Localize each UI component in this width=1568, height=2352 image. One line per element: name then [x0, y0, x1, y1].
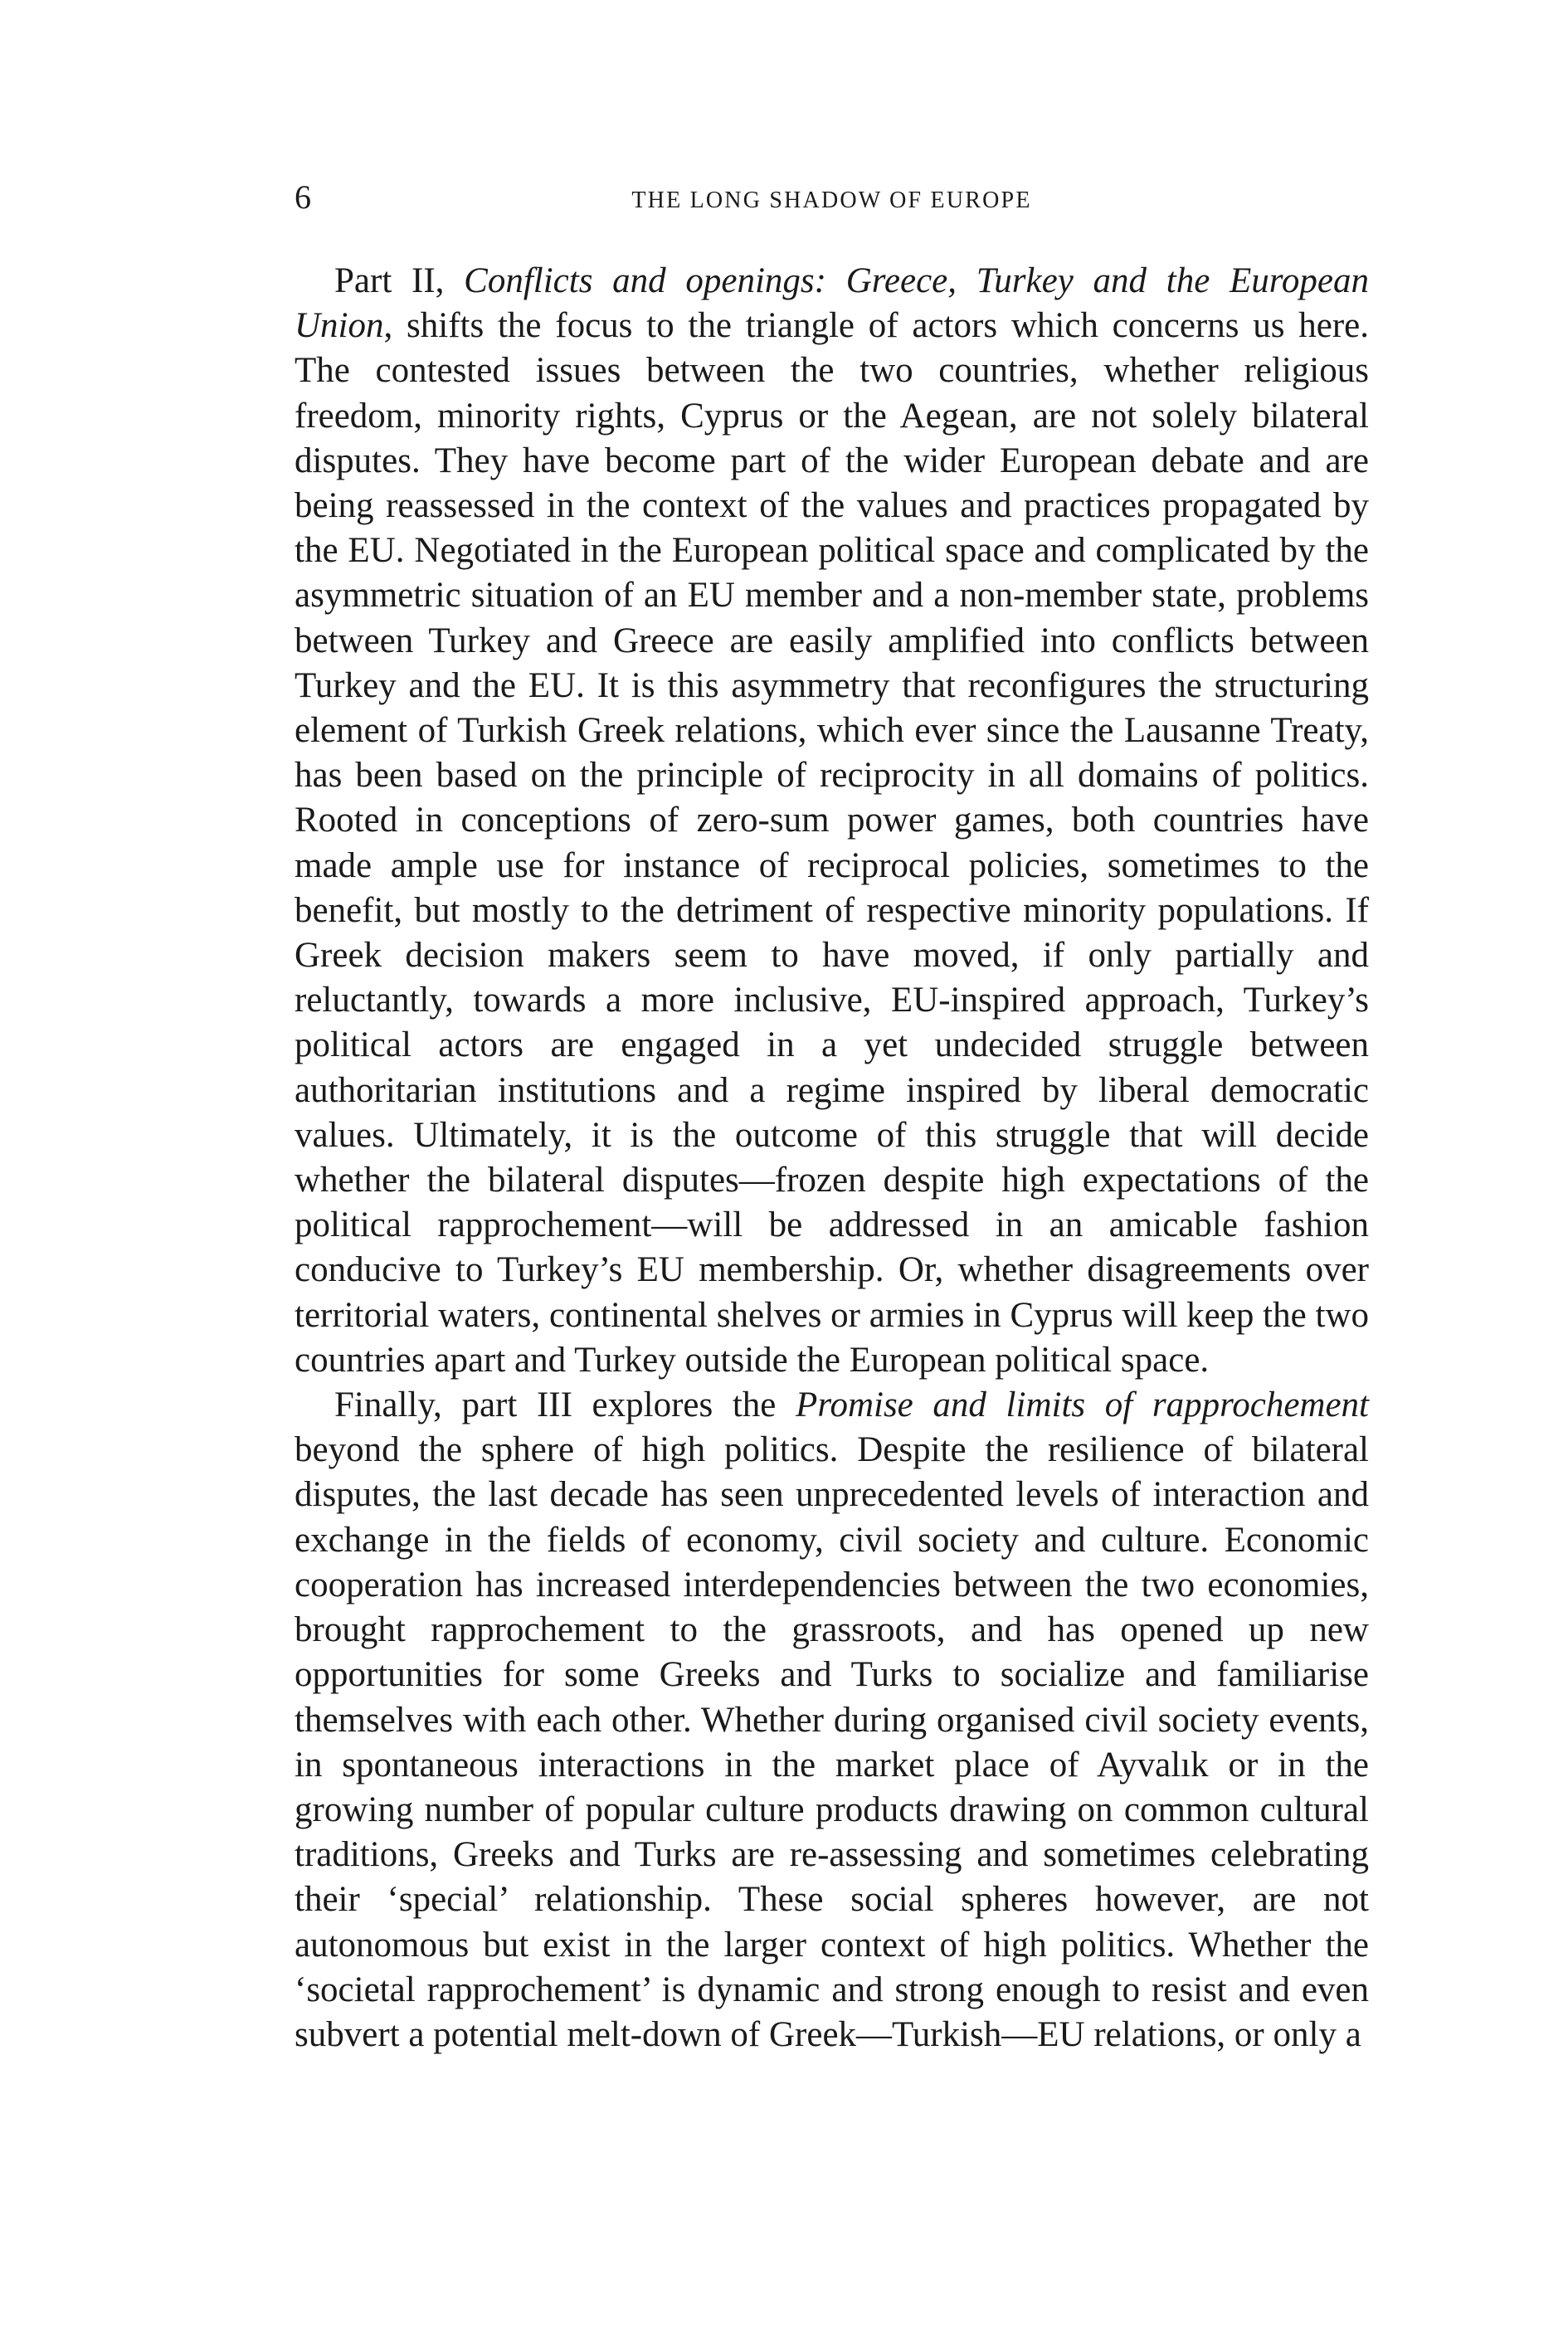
italic-title: Conflicts and openings: Greece, Turkey and the European Union [295, 261, 1370, 346]
paragraph-text: Finally, part III explores the [334, 1385, 796, 1425]
paragraph-text: , shifts the focus to the triangle of actors which concerns us here. The contested issues between the two countries, whether religious freedom, minority rights, Cyprus or the Aegean, are not solely bilateral disputes. They have become part of the wider European debate and are being reassessed in the context of the values and practices propagated by the EU. Negotiated in the European political space and complicated by the asymmetric situation of an EU member and a non-member state, problems between Turkey and Greece are easily amplified into conflicts between Turkey and the EU. It is this asymmetry that reconfigures the structuring element of Turkish Greek relations, which ever since the Lausanne Treaty, has been based on the principle of reciprocity in all domains of politics. Rooted in conceptions of zero-sum power games, both countries have made ample use for instance of reciprocal policies, sometimes to the benefit, but mostly to the detriment of respective minority populations. If Greek decision makers seem to have moved, if only partially and reluctantly, towards a more inclusive, EU-inspired approach, Turkey’s political actors are engaged in a yet undecided struggle between authoritarian institutions and a regime inspired by liberal democratic values. Ultimately, it is the outcome of this struggle that will decide whether the bilateral disputes—frozen despite high expectations of the political rapprochement—will be addressed in an amicable fashion conducive to Turkey’s EU membership. Or, whether disagreements over territorial waters, continental shelves or armies in Cyprus will keep the two countries apart and Turkey outside the European political space. [295, 306, 1369, 1380]
paragraph-part-two [295, 259, 1369, 1383]
italic-title: Promise and limits of rapprochement [796, 1385, 1370, 1425]
page-number: 6 [295, 178, 311, 216]
paragraph-text: beyond the sphere of high politics. Despite the resilience of bilateral disputes, the last decade has seen unprecedented levels of interaction and exchange in the fields of economy, civil society and culture. Economic cooperation has increased interdependencies between the two economies, brought rapprochement to the grassroots, and has opened up new opportunities for some Greeks and Turks to socialize and familiarise themselves with each other. Whether during organised civil society events, in spontaneous interactions in the market place of Ayvalık or in the growing number of popular culture products drawing on common cultural traditions, Greeks and Turks are re-assessing and sometimes celebrating their ‘special’ relationship. These social spheres however, are not autonomous but exist in the larger context of high politics. Whether the ‘societal rapprochement’ is dynamic and strong enough to resist and even subvert a potential melt-down of Greek—Turkish—EU relations, or only a [295, 1430, 1369, 2054]
paragraph-part-three [295, 1383, 1369, 2057]
paragraph-text: Part II, [334, 261, 465, 300]
body-text [295, 259, 1369, 2057]
running-head: THE LONG SHADOW OF EUROPE [631, 187, 1032, 213]
